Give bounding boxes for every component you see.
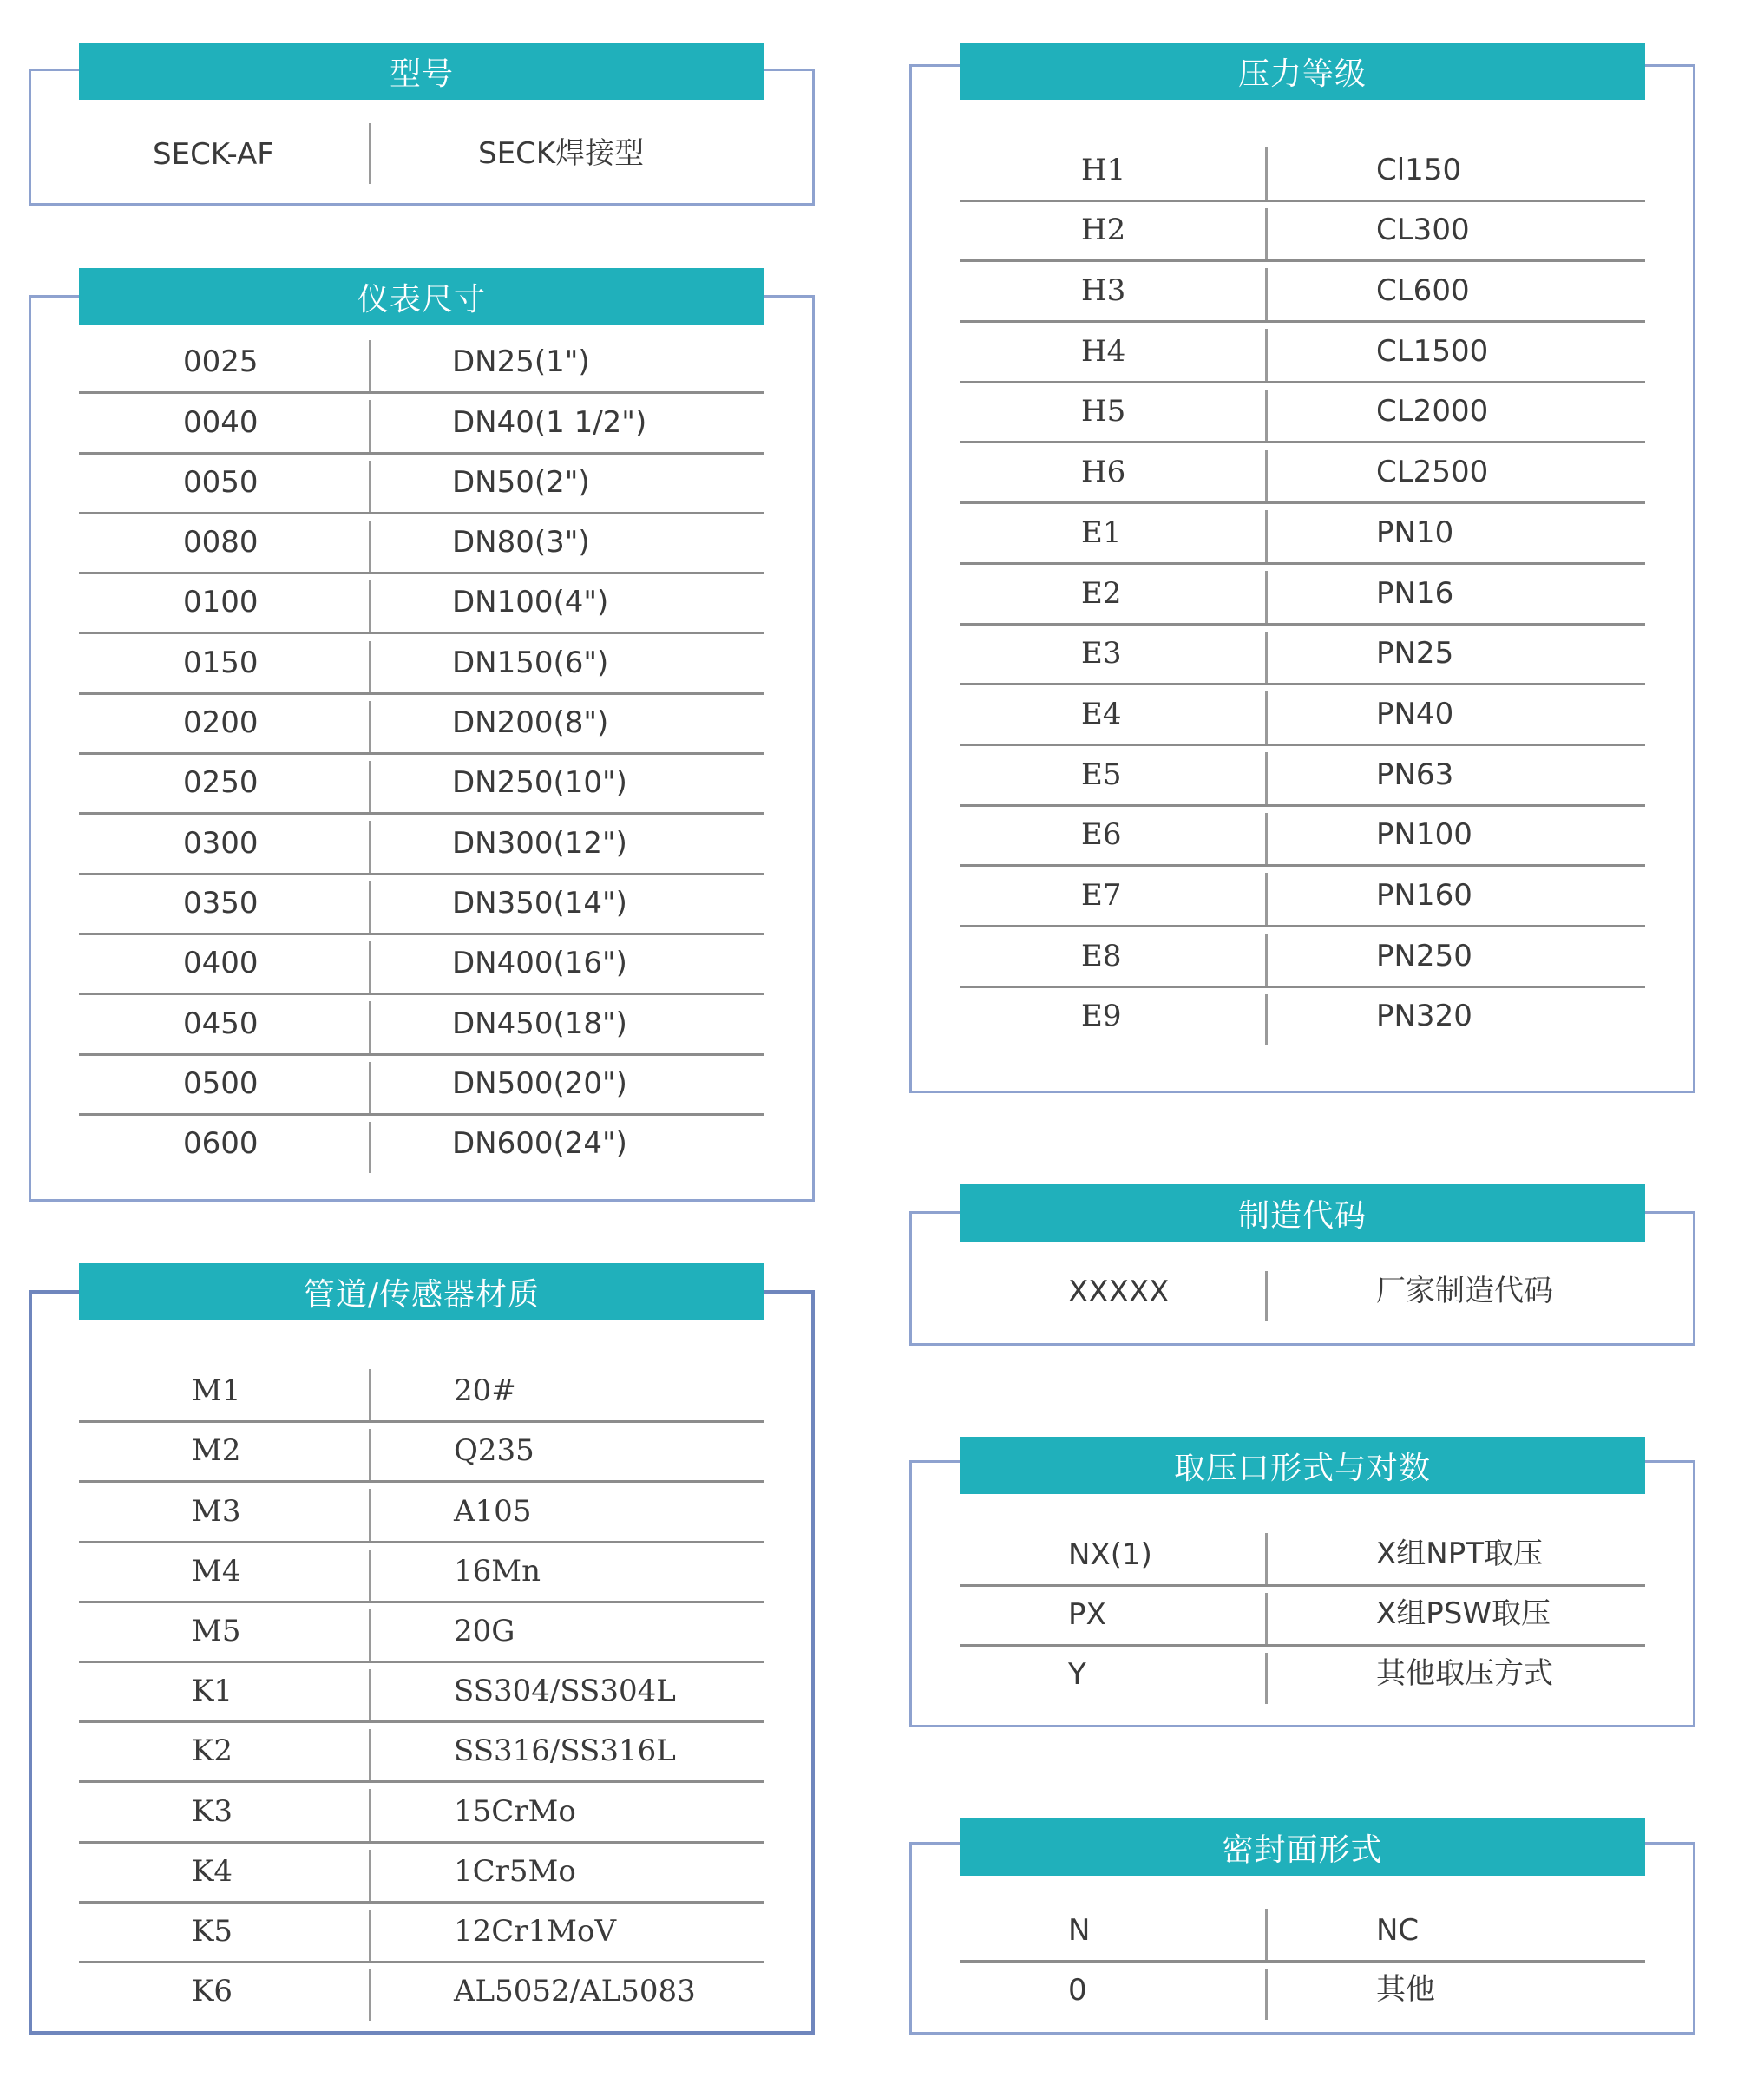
material-code: K6 xyxy=(192,1974,233,2009)
pressure-divider xyxy=(1265,934,1268,986)
pressure-code: E7 xyxy=(1081,878,1122,914)
size-divider xyxy=(369,941,371,993)
tap-divider xyxy=(1265,1653,1268,1704)
material-value: 20# xyxy=(454,1373,516,1409)
tap-code: PX xyxy=(1068,1597,1106,1632)
maker-code: XXXXX xyxy=(1068,1275,1170,1309)
maker-value: 厂家制造代码 xyxy=(1376,1274,1553,1308)
maker-header: 制造代码 xyxy=(960,1184,1645,1242)
size-value: DN450(18") xyxy=(452,1006,627,1041)
material-row xyxy=(79,1901,764,1963)
model-header: 型号 xyxy=(79,43,764,100)
material-row xyxy=(79,1841,764,1904)
material-row xyxy=(79,1360,764,1423)
size-row xyxy=(79,752,764,815)
material-code: M3 xyxy=(192,1493,241,1529)
size-value: DN200(8") xyxy=(452,705,609,741)
material-value: 12Cr1MoV xyxy=(454,1913,616,1949)
pressure-value: PN250 xyxy=(1376,938,1472,973)
seal-header: 密封面形式 xyxy=(960,1818,1645,1876)
size-row xyxy=(79,572,764,634)
size-value: DN350(14") xyxy=(452,885,627,921)
size-row xyxy=(79,692,764,755)
pressure-value: CL600 xyxy=(1376,273,1470,309)
tap-code: NX(1) xyxy=(1068,1537,1152,1572)
pressure-row xyxy=(960,442,1645,505)
pressure-row xyxy=(960,744,1645,807)
material-row xyxy=(79,1601,764,1663)
pressure-value: PN16 xyxy=(1376,575,1454,611)
size-divider xyxy=(369,701,371,752)
size-divider xyxy=(369,821,371,872)
pressure-row xyxy=(960,683,1645,746)
material-table xyxy=(79,1360,764,2009)
pressure-table xyxy=(960,139,1645,1045)
pressure-value: PN160 xyxy=(1376,878,1472,914)
size-code: 0040 xyxy=(183,404,259,440)
seal-divider xyxy=(1265,1909,1268,1960)
size-value: DN300(12") xyxy=(452,825,627,861)
material-value: 1Cr5Mo xyxy=(454,1853,576,1889)
pressure-row xyxy=(960,320,1645,383)
size-row xyxy=(79,1053,764,1116)
size-divider xyxy=(369,881,371,933)
size-divider xyxy=(369,521,371,572)
tap-value: X组PSW取压 xyxy=(1376,1596,1551,1631)
size-divider xyxy=(369,580,371,632)
size-value: DN600(24") xyxy=(452,1126,627,1162)
model-value: SECK焊接型 xyxy=(478,136,645,171)
size-code: 0250 xyxy=(183,765,259,801)
tap-table xyxy=(960,1524,1645,1704)
material-value: 20G xyxy=(454,1613,515,1648)
tap-value: 其他取压方式 xyxy=(1376,1656,1553,1691)
material-code: K1 xyxy=(192,1674,233,1709)
pressure-divider xyxy=(1265,450,1268,502)
material-code: K3 xyxy=(192,1793,233,1829)
pressure-divider xyxy=(1265,873,1268,925)
size-value: DN80(3") xyxy=(452,525,590,560)
seal-row xyxy=(960,1900,1645,1963)
pressure-row xyxy=(960,986,1645,1046)
size-row xyxy=(79,452,764,514)
size-row xyxy=(79,632,764,695)
material-header: 管道/传感器材质 xyxy=(79,1263,764,1320)
size-value: DN25(1") xyxy=(452,344,590,380)
size-code: 0350 xyxy=(183,885,259,921)
size-row xyxy=(79,1113,764,1173)
material-row xyxy=(79,1720,764,1783)
pressure-code: H3 xyxy=(1081,273,1126,309)
pressure-code: E1 xyxy=(1081,514,1122,550)
pressure-row xyxy=(960,804,1645,868)
tap-header: 取压口形式与对数 xyxy=(960,1437,1645,1494)
size-row xyxy=(79,512,764,574)
material-value: SS316/SS316L xyxy=(454,1733,676,1769)
material-code: M1 xyxy=(192,1373,241,1409)
tap-divider xyxy=(1265,1533,1268,1584)
tap-row xyxy=(960,1584,1645,1647)
pressure-code: H2 xyxy=(1081,213,1126,248)
pressure-code: H5 xyxy=(1081,394,1126,429)
pressure-row xyxy=(960,562,1645,626)
size-value: DN500(20") xyxy=(452,1065,627,1101)
seal-code: 0 xyxy=(1068,1973,1087,2008)
size-row xyxy=(79,873,764,935)
material-divider xyxy=(369,1789,371,1840)
pressure-divider xyxy=(1265,994,1268,1046)
material-code: M2 xyxy=(192,1433,241,1469)
size-header: 仪表尺寸 xyxy=(79,268,764,325)
pressure-row xyxy=(960,925,1645,988)
size-code: 0300 xyxy=(183,825,259,861)
pressure-row xyxy=(960,864,1645,927)
pressure-code: E3 xyxy=(1081,636,1122,672)
size-row xyxy=(79,933,764,995)
size-value: DN40(1 1/2") xyxy=(452,404,647,440)
pressure-value: PN100 xyxy=(1376,817,1472,853)
size-divider xyxy=(369,761,371,812)
pressure-header: 压力等级 xyxy=(960,43,1645,100)
material-divider xyxy=(369,1369,371,1420)
pressure-row xyxy=(960,501,1645,565)
pressure-code: E9 xyxy=(1081,999,1122,1034)
pressure-value: CL300 xyxy=(1376,213,1470,248)
seal-row xyxy=(960,1960,1645,2020)
pressure-value: CL1500 xyxy=(1376,333,1489,369)
size-divider xyxy=(369,1122,371,1173)
pressure-code: E6 xyxy=(1081,817,1122,853)
pressure-value: PN63 xyxy=(1376,757,1454,792)
pressure-row xyxy=(960,259,1645,323)
pressure-value: PN25 xyxy=(1376,636,1454,672)
material-value: 16Mn xyxy=(454,1553,541,1589)
pressure-divider xyxy=(1265,147,1268,200)
size-code: 0200 xyxy=(183,705,259,741)
size-divider xyxy=(369,461,371,512)
tap-divider xyxy=(1265,1593,1268,1644)
pressure-divider xyxy=(1265,510,1268,562)
size-code: 0080 xyxy=(183,525,259,560)
material-divider xyxy=(369,1429,371,1480)
pressure-row xyxy=(960,381,1645,444)
size-code: 0100 xyxy=(183,585,259,620)
material-divider xyxy=(369,1910,371,1961)
size-row xyxy=(79,993,764,1055)
material-code: K5 xyxy=(192,1913,233,1949)
size-value: DN100(4") xyxy=(452,585,609,620)
pressure-value: PN40 xyxy=(1376,696,1454,731)
maker-table xyxy=(960,1262,1645,1321)
pressure-divider xyxy=(1265,268,1268,320)
pressure-value: PN10 xyxy=(1376,514,1454,550)
material-divider xyxy=(369,1489,371,1540)
pressure-divider xyxy=(1265,329,1268,381)
tap-code: Y xyxy=(1068,1657,1086,1692)
pressure-code: E2 xyxy=(1081,575,1122,611)
model-code: SECK-AF xyxy=(153,137,274,172)
maker-row xyxy=(960,1262,1645,1321)
material-value: SS304/SS304L xyxy=(454,1674,676,1709)
material-row xyxy=(79,1780,764,1843)
size-code: 0050 xyxy=(183,464,259,500)
pressure-code: H1 xyxy=(1081,152,1126,187)
pressure-value: CL2500 xyxy=(1376,455,1489,490)
size-row xyxy=(79,391,764,454)
pressure-row xyxy=(960,623,1645,686)
pressure-value: Cl150 xyxy=(1376,152,1462,187)
material-divider xyxy=(369,1609,371,1661)
size-divider xyxy=(369,400,371,451)
seal-value: NC xyxy=(1376,1913,1420,1948)
material-code: M5 xyxy=(192,1613,241,1648)
pressure-divider xyxy=(1265,813,1268,865)
pressure-code: E5 xyxy=(1081,757,1122,792)
material-row xyxy=(79,1541,764,1603)
size-code: 0600 xyxy=(183,1126,259,1162)
model-divider xyxy=(369,123,371,184)
size-table xyxy=(79,331,764,1173)
material-code: K2 xyxy=(192,1733,233,1769)
size-value: DN150(6") xyxy=(452,645,609,680)
model-table xyxy=(79,115,764,184)
material-divider xyxy=(369,1729,371,1780)
pressure-row xyxy=(960,200,1645,263)
pressure-divider xyxy=(1265,208,1268,260)
size-value: DN50(2") xyxy=(452,464,590,500)
size-code: 0150 xyxy=(183,645,259,680)
seal-value: 其他 xyxy=(1376,1972,1435,2007)
size-code: 0500 xyxy=(183,1065,259,1101)
tap-value: X组NPT取压 xyxy=(1376,1537,1543,1571)
material-row xyxy=(79,1661,764,1723)
model-row xyxy=(79,115,764,184)
size-divider xyxy=(369,340,371,391)
size-value: DN250(10") xyxy=(452,765,627,801)
pressure-divider xyxy=(1265,571,1268,623)
pressure-code: E4 xyxy=(1081,696,1122,731)
size-divider xyxy=(369,1001,371,1052)
material-row xyxy=(79,1420,764,1483)
size-code: 0025 xyxy=(183,344,259,380)
material-divider xyxy=(369,1969,371,2021)
material-divider xyxy=(369,1550,371,1601)
tap-row xyxy=(960,1524,1645,1587)
seal-code: N xyxy=(1068,1913,1091,1948)
material-divider xyxy=(369,1669,371,1720)
material-row xyxy=(79,1961,764,2021)
pressure-code: H6 xyxy=(1081,455,1126,490)
material-value: AL5052/AL5083 xyxy=(454,1974,696,2009)
pressure-divider xyxy=(1265,752,1268,804)
size-row xyxy=(79,331,764,394)
size-divider xyxy=(369,641,371,692)
material-value: Q235 xyxy=(454,1433,534,1469)
tap-row xyxy=(960,1644,1645,1704)
size-divider xyxy=(369,1062,371,1113)
pressure-divider xyxy=(1265,390,1268,442)
maker-divider xyxy=(1265,1271,1268,1321)
pressure-code: H4 xyxy=(1081,333,1126,369)
pressure-value: PN320 xyxy=(1376,999,1472,1034)
pressure-value: CL2000 xyxy=(1376,394,1489,429)
material-row xyxy=(79,1480,764,1543)
pressure-divider xyxy=(1265,632,1268,684)
pressure-code: E8 xyxy=(1081,938,1122,973)
material-value: 15CrMo xyxy=(454,1793,576,1829)
pressure-divider xyxy=(1265,691,1268,744)
material-value: A105 xyxy=(454,1493,532,1529)
material-divider xyxy=(369,1850,371,1901)
seal-divider xyxy=(1265,1969,1268,2020)
size-code: 0450 xyxy=(183,1006,259,1041)
seal-table xyxy=(960,1900,1645,2020)
size-code: 0400 xyxy=(183,946,259,981)
size-row xyxy=(79,812,764,875)
material-code: K4 xyxy=(192,1853,233,1889)
pressure-row xyxy=(960,139,1645,202)
material-code: M4 xyxy=(192,1553,241,1589)
size-value: DN400(16") xyxy=(452,946,627,981)
